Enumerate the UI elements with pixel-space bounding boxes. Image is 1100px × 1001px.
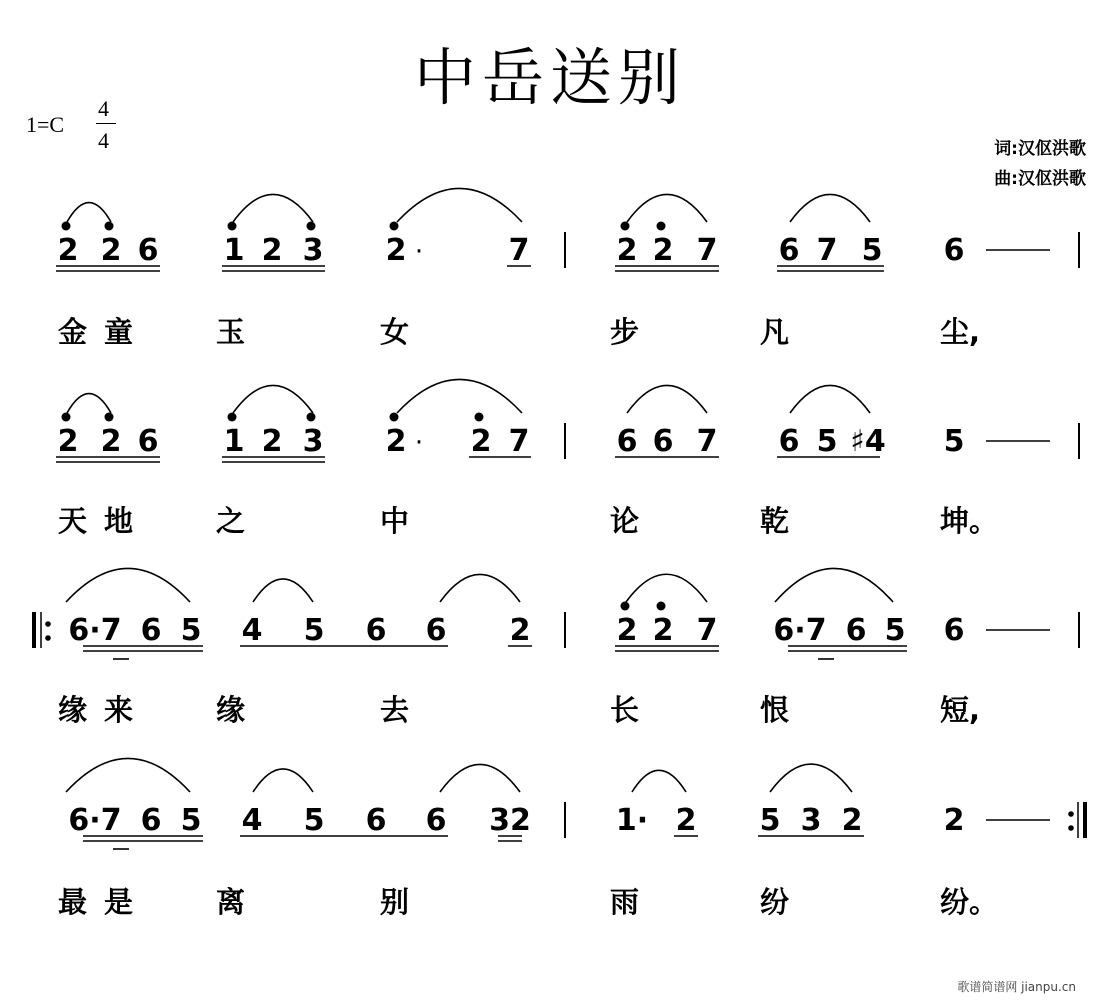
note-numeral: 6 — [778, 233, 800, 268]
lyric-syllable: 玉 — [216, 315, 246, 349]
lyric-syllable: 尘, — [940, 315, 981, 349]
octave-dot — [307, 222, 316, 231]
lyric-syllable: 之 — [216, 504, 246, 538]
note-numeral: 6 — [845, 613, 867, 648]
lyricist-credit: 词:汉伛洪歌 — [994, 139, 1086, 159]
repeat-dot — [1068, 811, 1074, 817]
lyric-syllable: 缘 — [216, 693, 246, 727]
note-numeral: 5 — [180, 613, 202, 648]
key-signature: 1=C — [26, 112, 65, 137]
note-numeral: 6·7 — [68, 613, 122, 648]
slur-arc — [626, 574, 707, 602]
note-numeral: 2 — [841, 803, 863, 838]
slur-arc — [397, 188, 522, 222]
repeat-dot — [45, 635, 51, 641]
site-watermark: 歌谱简谱网 jianpu.cn — [957, 980, 1076, 994]
note-numeral: 7 — [508, 424, 530, 459]
lyric-syllable: 雨 — [610, 885, 640, 919]
note-numeral: 6 — [137, 233, 159, 268]
note-numeral: 3 — [302, 424, 324, 459]
slur-arc — [253, 579, 313, 602]
lyric-syllable: 纷 — [760, 885, 790, 919]
slur-arc — [627, 194, 707, 222]
slur-arc — [66, 758, 190, 792]
note-numeral: 2 — [509, 613, 531, 648]
lyric-syllable: 去 — [380, 693, 410, 727]
note-numeral: 2 — [261, 233, 283, 268]
note-numeral: 5 — [759, 803, 781, 838]
slur-arc — [627, 385, 707, 413]
slur-arc — [440, 764, 520, 792]
octave-dot — [228, 413, 237, 422]
lyric-syllable: 凡 — [760, 315, 790, 349]
lyric-syllable: 女 — [380, 315, 410, 349]
lyric-syllable: 天 — [58, 504, 88, 538]
octave-dot — [657, 222, 666, 231]
slur-arc — [397, 379, 522, 413]
note-numeral: 7 — [696, 424, 718, 459]
note-numeral: 6·7 — [773, 613, 827, 648]
composer-credit: 曲:汉伛洪歌 — [994, 169, 1086, 189]
note-numeral: 6 — [137, 424, 159, 459]
note-numeral: 1· — [615, 803, 649, 838]
octave-dot — [621, 602, 630, 611]
note-numeral: 2 — [616, 233, 638, 268]
note-numeral: 2 — [943, 803, 965, 838]
augmentation-dot: · — [414, 428, 424, 458]
slur-arc — [253, 769, 313, 792]
song-title: 中岳送别 — [413, 41, 686, 114]
lyric-syllable: 缘 — [58, 693, 88, 727]
repeat-dot — [1068, 825, 1074, 831]
octave-dot — [621, 222, 630, 231]
note-numeral: 2 — [470, 424, 492, 459]
note-numeral: ♯4 — [850, 424, 886, 459]
note-numeral: 6 — [943, 233, 965, 268]
note-numeral: 1 — [223, 233, 245, 268]
time-signature-bottom: 4 — [98, 128, 109, 153]
note-numeral: 2 — [261, 424, 283, 459]
slur-arc — [790, 385, 870, 413]
note-numeral: 3 — [800, 803, 822, 838]
note-numeral: 6 — [616, 424, 638, 459]
lyric-syllable: 最 — [58, 885, 88, 919]
note-numeral: 6 — [140, 613, 162, 648]
note-numeral: 2 — [57, 233, 79, 268]
lyric-syllable: 金 — [58, 315, 88, 349]
note-numeral: 5 — [884, 613, 906, 648]
lyric-syllable: 短, — [940, 693, 981, 727]
lyric-syllable: 来 — [104, 693, 134, 727]
note-numeral: 7 — [696, 613, 718, 648]
note-numeral: 6 — [425, 613, 447, 648]
octave-dot — [62, 222, 71, 231]
note-numeral: 5 — [861, 233, 883, 268]
note-numeral: 6 — [365, 803, 387, 838]
lyric-syllable: 离 — [216, 885, 246, 919]
note-numeral: 6 — [425, 803, 447, 838]
octave-dot — [390, 222, 399, 231]
note-numeral: 6 — [140, 803, 162, 838]
note-numeral: 2 — [652, 233, 674, 268]
note-numeral: 6 — [943, 613, 965, 648]
slur-arc — [233, 194, 313, 222]
lyric-syllable: 中 — [380, 504, 410, 538]
note-numeral: 6 — [778, 424, 800, 459]
octave-dot — [105, 413, 114, 422]
note-numeral: 2 — [616, 613, 638, 648]
note-numeral: 5 — [303, 803, 325, 838]
lyric-syllable: 步 — [610, 315, 640, 349]
time-signature-top: 4 — [98, 96, 109, 121]
note-numeral: 2 — [675, 803, 697, 838]
note-numeral: 1 — [223, 424, 245, 459]
note-numeral: 4 — [241, 803, 263, 838]
lyric-syllable: 坤。 — [940, 504, 999, 538]
slur-arc — [66, 568, 190, 602]
note-numeral: 7 — [696, 233, 718, 268]
note-numeral: 5 — [943, 424, 965, 459]
note-numeral: 2 — [100, 424, 122, 459]
note-numeral: 6 — [652, 424, 674, 459]
note-numeral: 6 — [365, 613, 387, 648]
octave-dot — [475, 413, 484, 422]
note-numeral: 2 — [100, 233, 122, 268]
octave-dot — [390, 413, 399, 422]
slur-arc — [775, 568, 893, 602]
octave-dot — [62, 413, 71, 422]
note-numeral: 2 — [385, 233, 407, 268]
lyric-syllable: 地 — [104, 504, 134, 538]
note-numeral: 2 — [652, 613, 674, 648]
note-numeral: 6·7 — [68, 803, 122, 838]
octave-dot — [105, 222, 114, 231]
repeat-dot — [45, 621, 51, 627]
note-numeral: 7 — [508, 233, 530, 268]
slur-arc — [67, 203, 111, 222]
lyric-syllable: 纷。 — [940, 885, 999, 919]
note-numeral: 2 — [385, 424, 407, 459]
octave-dot — [228, 222, 237, 231]
note-numeral: 7 — [816, 233, 838, 268]
augmentation-dot: · — [414, 237, 424, 267]
lyric-syllable: 恨 — [760, 693, 790, 727]
note-numeral: 5 — [180, 803, 202, 838]
note-numeral: 5 — [816, 424, 838, 459]
octave-dot — [657, 602, 666, 611]
lyric-syllable: 论 — [610, 504, 640, 538]
lyric-syllable: 童 — [104, 315, 134, 349]
slur-arc — [233, 385, 313, 413]
slur-arc — [790, 194, 870, 222]
slur-arc — [67, 394, 111, 413]
slur-arc — [440, 574, 520, 602]
note-numeral: 5 — [303, 613, 325, 648]
note-numeral: 3 — [302, 233, 324, 268]
lyric-syllable: 是 — [104, 885, 134, 919]
slur-arc — [770, 764, 852, 792]
slur-arc — [632, 770, 686, 792]
octave-dot — [307, 413, 316, 422]
note-numeral: 32 — [489, 803, 531, 838]
lyric-syllable: 乾 — [760, 504, 790, 538]
note-numeral: 2 — [57, 424, 79, 459]
note-numeral: 4 — [241, 613, 263, 648]
lyric-syllable: 长 — [610, 693, 640, 727]
lyric-syllable: 别 — [380, 885, 410, 919]
